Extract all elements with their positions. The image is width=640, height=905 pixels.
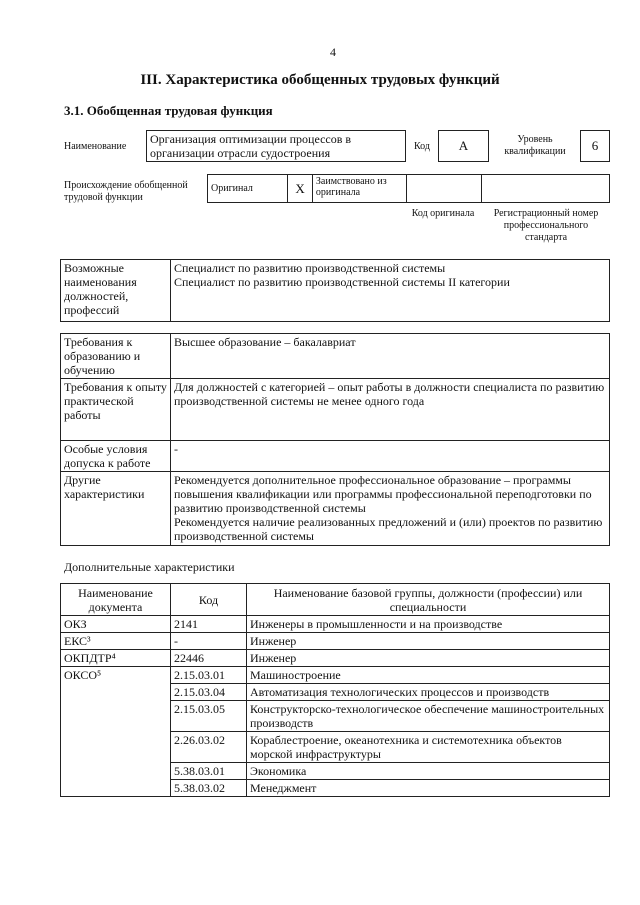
level-label: Уровень квалификации (504, 134, 566, 157)
original-code-caption: Код оригинала (411, 208, 475, 219)
position-item: Специалист по развитию производственной системы (174, 261, 446, 275)
additional-title: Дополнительные характеристики (64, 560, 235, 574)
table-row (61, 650, 610, 667)
position-item: Специалист по развитию производственной системы II категории (174, 275, 510, 289)
subsection-title: 3.1. Обобщенная трудовая функция (64, 103, 273, 118)
table-row (61, 616, 610, 633)
req-value: - (171, 441, 610, 472)
code-value: А (458, 138, 469, 153)
row-name: Инженер (247, 650, 610, 667)
header-name: Наименование базовой группы, должности (профессии) или специальности (247, 584, 610, 616)
section-title: III. Характеристика обобщенных трудовых функций (140, 72, 500, 88)
function-name-box (146, 130, 406, 162)
borrowed-label: Заимствовано из оригинала (312, 175, 406, 203)
row-code: - (171, 633, 247, 650)
row-name: Автоматизация технологических процессов и производств (247, 684, 610, 701)
row-code: 2.15.03.04 (171, 684, 247, 701)
req-label: Другие характеристики (61, 472, 171, 546)
req-value: Рекомендуется дополнительное профессиональное образование – программы повышения квалификации или программы профессиональной переподготовки по развитию производственной системы Рекомендуется наличие реализованных предложений и (или) проектов по развитию производственной системы (171, 472, 610, 546)
row-doc: ОКПДТР⁴ (61, 650, 171, 667)
level-value: 6 (591, 138, 599, 153)
original-label: Оригинал (208, 175, 288, 203)
reg-number-cell (482, 175, 610, 203)
row-name: Инженеры в промышленности и на производстве (247, 616, 610, 633)
row-name: Экономика (247, 763, 610, 780)
req-label: Особые условия допуска к работе (61, 441, 171, 472)
original-code-cell (407, 175, 482, 203)
function-name-value: Организация оптимизации процессов в организации отрасли судостроения (150, 132, 352, 160)
requirements-table (60, 333, 610, 546)
row-code: 5.38.03.02 (171, 780, 247, 797)
row-name: Инженер (247, 633, 610, 650)
origin-table (207, 174, 610, 203)
table-row (61, 633, 610, 650)
header-code: Код (171, 584, 247, 616)
row-doc: ОКСО⁵ (61, 667, 171, 797)
positions-table (60, 259, 610, 322)
page-number: 4 (330, 45, 336, 59)
row-code: 5.38.03.01 (171, 763, 247, 780)
row-doc: ОКЗ (61, 616, 171, 633)
row-code: 22446 (171, 650, 247, 667)
row-name: Менеджмент (247, 780, 610, 797)
row-code: 2141 (171, 616, 247, 633)
req-label: Требования к образованию и обучению (61, 334, 171, 379)
row-code: 2.15.03.01 (171, 667, 247, 684)
code-label: Код (414, 141, 430, 152)
table-row (61, 667, 610, 684)
req-value: Высшее образование – бакалавриат (171, 334, 610, 379)
header-doc: Наименование документа (61, 584, 171, 616)
origin-label: Происхождение обобщенной трудовой функции (64, 180, 188, 203)
row-doc: ЕКС³ (61, 633, 171, 650)
reg-number-caption: Регистрационный номер профессионального стандарта (493, 208, 599, 243)
req-value: Для должностей с категорией – опыт работы в должности специалиста по развитию производственной системы не менее одного года (171, 379, 610, 441)
row-name: Конструкторско-технологическое обеспечение машиностроительных производств (247, 701, 610, 732)
additional-table (60, 583, 610, 797)
code-box (438, 130, 489, 162)
row-name: Кораблестроение, океанотехника и системотехника объектов морской инфраструктуры (247, 732, 610, 763)
req-label: Требования к опыту практической работы (61, 379, 171, 441)
positions-values (171, 260, 610, 322)
row-name: Машиностроение (247, 667, 610, 684)
name-label: Наименование (64, 141, 127, 152)
original-mark: X (288, 175, 313, 203)
row-code: 2.15.03.05 (171, 701, 247, 732)
row-code: 2.26.03.02 (171, 732, 247, 763)
level-box (580, 130, 610, 162)
positions-label: Возможные наименования должностей, профессий (61, 260, 171, 322)
